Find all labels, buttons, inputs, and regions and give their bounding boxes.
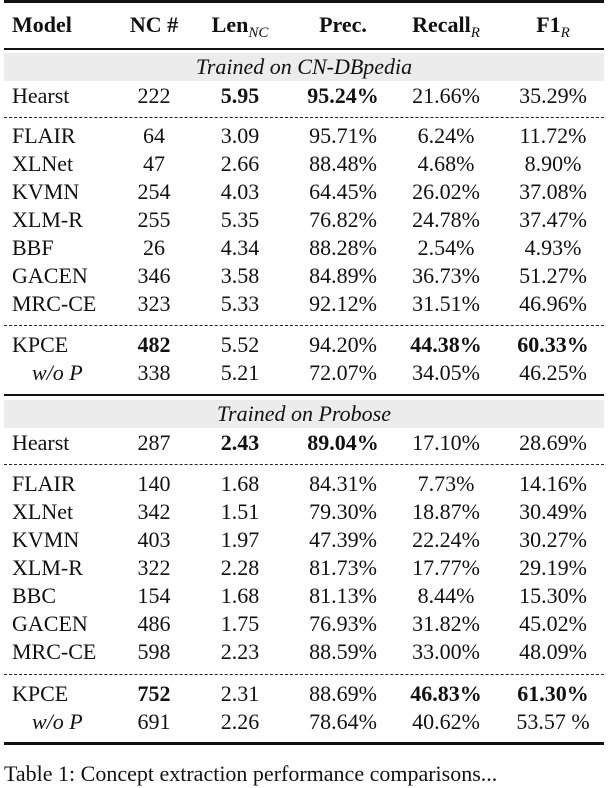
- cell-prec: 89.04%: [307, 430, 379, 455]
- cell-prec: 88.69%: [309, 681, 377, 706]
- table-row: [4, 331, 604, 359]
- cell-model: GACEN: [12, 263, 88, 288]
- cell-recall: 22.24%: [412, 527, 480, 552]
- header-row: [4, 11, 604, 39]
- cell-len: 1.51: [220, 499, 260, 524]
- cell-model: w/o P: [32, 709, 83, 734]
- section-title: Trained on Probose: [217, 401, 391, 426]
- table-row: [4, 82, 604, 110]
- cell-prec: 81.13%: [309, 583, 377, 608]
- cell-f1: 48.09%: [519, 639, 587, 664]
- cell-len: 2.23: [220, 639, 260, 664]
- cell-model: Hearst: [12, 430, 70, 455]
- bottom-rule: [4, 742, 604, 745]
- cell-prec: 64.45%: [309, 179, 377, 204]
- cell-nc: 342: [137, 499, 171, 524]
- cell-prec: 88.28%: [309, 235, 377, 260]
- section-rule: [4, 394, 604, 396]
- cell-recall: 6.24%: [417, 123, 475, 148]
- cell-f1: 45.02%: [519, 611, 587, 636]
- cell-nc: 486: [137, 611, 171, 636]
- cell-len: 5.35: [220, 207, 260, 232]
- header-f1: $F1_R$: [536, 12, 570, 41]
- cell-recall: 36.73%: [412, 263, 480, 288]
- cell-nc: 346: [137, 263, 171, 288]
- cell-f1: 30.49%: [519, 499, 587, 524]
- table-row: [4, 554, 604, 582]
- header-len: Len$_{NC}$: [211, 12, 269, 41]
- cell-recall: 26.02%: [412, 179, 480, 204]
- cell-nc: 222: [137, 83, 171, 108]
- cell-recall: 7.73%: [417, 471, 475, 496]
- cell-len: 2.43: [220, 430, 260, 455]
- table-row: [4, 262, 604, 290]
- cell-model: GACEN: [12, 611, 88, 636]
- table-row: [4, 610, 604, 638]
- table-row: [4, 638, 604, 666]
- cell-model: FLAIR: [12, 123, 76, 148]
- cell-nc: 752: [137, 681, 171, 706]
- cell-len: 1.97: [220, 527, 260, 552]
- cell-nc: 323: [137, 291, 171, 316]
- cell-prec: 84.89%: [309, 263, 377, 288]
- section-title-band: [4, 400, 604, 428]
- cell-nc: 338: [137, 360, 171, 385]
- cell-model: XLNet: [12, 499, 74, 524]
- table-row: [4, 234, 604, 262]
- cell-model: XLM-R: [12, 555, 83, 580]
- cell-prec: 76.82%: [309, 207, 377, 232]
- cell-len: 4.34: [220, 235, 260, 260]
- cell-len: 5.33: [220, 291, 260, 316]
- table-row: [4, 470, 604, 498]
- cell-len: 5.52: [220, 332, 260, 357]
- cell-len: 3.58: [220, 263, 260, 288]
- cell-f1: 60.33%: [517, 332, 589, 357]
- cell-recall: 21.66%: [412, 83, 480, 108]
- dashed-separator: [4, 464, 604, 465]
- table-caption: Table 1: Concept extraction performance comparisons...: [4, 761, 498, 786]
- dashed-separator: [4, 117, 604, 118]
- cell-model: BBC: [12, 583, 57, 608]
- cell-f1: 61.30%: [517, 681, 589, 706]
- top-rule: [4, 0, 604, 3]
- cell-f1: 11.72%: [519, 123, 587, 148]
- cell-recall: 17.77%: [412, 555, 480, 580]
- cell-f1: 35.29%: [519, 83, 587, 108]
- cell-f1: 15.30%: [519, 583, 587, 608]
- cell-f1: 30.27%: [519, 527, 587, 552]
- cell-f1: 28.69%: [519, 430, 587, 455]
- cell-nc: 322: [137, 555, 171, 580]
- cell-prec: 76.93%: [309, 611, 377, 636]
- cell-nc: 598: [137, 639, 171, 664]
- cell-nc: 403: [137, 527, 171, 552]
- cell-model: KPCE: [12, 681, 69, 706]
- cell-prec: 72.07%: [309, 360, 377, 385]
- cell-nc: 154: [137, 583, 171, 608]
- cell-prec: 84.31%: [309, 471, 377, 496]
- table-row: [4, 526, 604, 554]
- cell-prec: 95.24%: [307, 83, 379, 108]
- cell-f1: 53.57 %: [516, 709, 590, 734]
- cell-prec: 94.20%: [309, 332, 377, 357]
- cell-f1: 29.19%: [519, 555, 587, 580]
- cell-model: XLNet: [12, 151, 74, 176]
- cell-len: 5.21: [220, 360, 260, 385]
- cell-nc: 482: [137, 332, 171, 357]
- cell-recall: 31.51%: [412, 291, 480, 316]
- dashed-separator: [4, 674, 604, 675]
- cell-nc: 691: [137, 709, 171, 734]
- cell-nc: 255: [137, 207, 171, 232]
- cell-prec: 81.73%: [309, 555, 377, 580]
- cell-len: 4.03: [220, 179, 260, 204]
- cell-prec: 88.48%: [309, 151, 377, 176]
- cell-recall: 8.44%: [417, 583, 475, 608]
- cell-nc: 64: [143, 123, 165, 148]
- cell-model: KVMN: [12, 527, 80, 552]
- cell-len: 1.75: [220, 611, 260, 636]
- cell-f1: 8.90%: [524, 151, 582, 176]
- cell-prec: 88.59%: [309, 639, 377, 664]
- section-title-band: [4, 53, 604, 81]
- section-title: Trained on CN-DBpedia: [195, 54, 413, 79]
- table-row: [4, 150, 604, 178]
- cell-f1: 37.47%: [519, 207, 587, 232]
- cell-nc: 287: [137, 430, 171, 455]
- header-nc: NC #: [129, 12, 179, 37]
- cell-recall: 40.62%: [412, 709, 480, 734]
- cell-len: 1.68: [220, 471, 260, 496]
- table-row: [4, 582, 604, 610]
- cell-prec: 95.71%: [309, 123, 377, 148]
- cell-recall: 18.87%: [412, 499, 480, 524]
- table-row: [4, 290, 604, 318]
- cell-len: 3.09: [220, 123, 260, 148]
- header-prec: Prec.: [319, 12, 367, 37]
- table-row: [4, 206, 604, 234]
- cell-nc: 254: [137, 179, 171, 204]
- table-row: [4, 178, 604, 206]
- cell-recall: 33.00%: [412, 639, 480, 664]
- cell-model: Hearst: [12, 83, 70, 108]
- cell-f1: 14.16%: [519, 471, 587, 496]
- cell-f1: 4.93%: [524, 235, 582, 260]
- cell-f1: 46.25%: [519, 360, 587, 385]
- cell-recall: 17.10%: [412, 430, 480, 455]
- cell-model: FLAIR: [12, 471, 76, 496]
- cell-len: 2.28: [220, 555, 260, 580]
- header-model: Model: [12, 12, 72, 37]
- cell-prec: 92.12%: [309, 291, 377, 316]
- cell-recall: 2.54%: [417, 235, 475, 260]
- cell-prec: 78.64%: [309, 709, 377, 734]
- cell-model: MRC-CE: [12, 291, 97, 316]
- cell-len: 2.66: [220, 151, 260, 176]
- table-row: [4, 708, 604, 736]
- cell-model: XLM-R: [12, 207, 83, 232]
- cell-f1: 51.27%: [519, 263, 587, 288]
- cell-prec: 47.39%: [309, 527, 377, 552]
- cell-model: KVMN: [12, 179, 80, 204]
- table-row: [4, 680, 604, 708]
- header-recall: Recall$_R$: [412, 12, 480, 41]
- cell-recall: 24.78%: [412, 207, 480, 232]
- cell-len: 1.68: [220, 583, 260, 608]
- table-row: [4, 498, 604, 526]
- cell-len: 5.95: [220, 83, 260, 108]
- header-rule: [4, 48, 604, 50]
- cell-model: w/o P: [32, 360, 83, 385]
- cell-model: MRC-CE: [12, 639, 97, 664]
- cell-nc: 47: [143, 151, 165, 176]
- cell-nc: 140: [137, 471, 171, 496]
- table-row: [4, 359, 604, 387]
- cell-prec: 79.30%: [309, 499, 377, 524]
- table-row: [4, 122, 604, 150]
- cell-recall: 34.05%: [412, 360, 480, 385]
- cell-len: 2.26: [220, 709, 260, 734]
- cell-recall: 4.68%: [417, 151, 475, 176]
- cell-f1: 46.96%: [519, 291, 587, 316]
- cell-recall: 31.82%: [412, 611, 480, 636]
- cell-recall: 44.38%: [410, 332, 482, 357]
- table-row: [4, 429, 604, 457]
- cell-len: 2.31: [220, 681, 260, 706]
- cell-nc: 26: [143, 235, 165, 260]
- cell-f1: 37.08%: [519, 179, 587, 204]
- cell-recall: 46.83%: [410, 681, 482, 706]
- dashed-separator: [4, 325, 604, 326]
- cell-model: BBF: [12, 235, 54, 260]
- cell-model: KPCE: [12, 332, 69, 357]
